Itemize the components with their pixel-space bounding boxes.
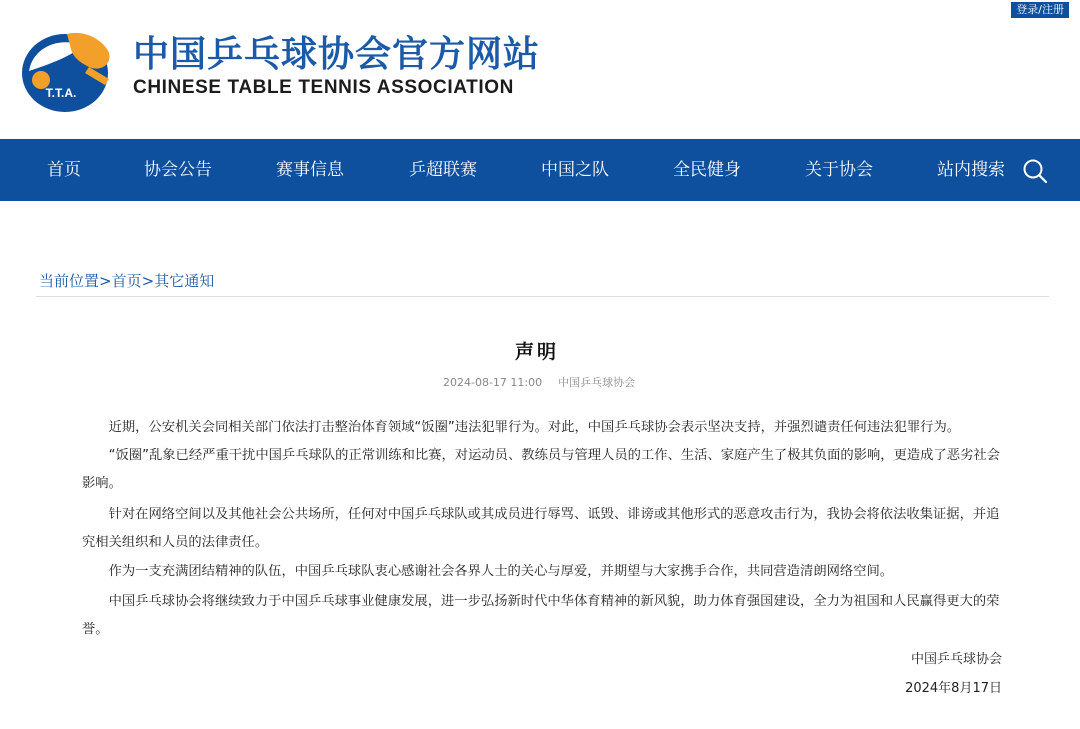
nav-item-home[interactable]: 首页: [47, 160, 81, 180]
nav-item-super-league[interactable]: 乒超联赛: [409, 160, 477, 180]
article-source: 中国乒乓球协会: [558, 376, 636, 389]
nav-item-about[interactable]: 关于协会: [805, 160, 873, 180]
article-paragraph: “饭圈”乱象已经严重干扰中国乒乓球队的正常训练和比赛，对运动员、教练员与管理人员的工作、生活、家庭产生了极其负面的影响，更造成了恶劣社会影响。: [82, 448, 1000, 491]
breadcrumb-separator: >: [141, 272, 155, 290]
breadcrumb-divider: [36, 296, 1049, 297]
article-title: 声明: [514, 341, 559, 363]
nav-item-announcements[interactable]: 协会公告: [144, 160, 212, 180]
nav-item-events[interactable]: 赛事信息: [276, 160, 344, 180]
logo-text: T.T.A.: [45, 86, 77, 100]
nav-item-national-team[interactable]: 中国之队: [541, 160, 609, 180]
article-paragraph: 中国乒乓球协会将继续致力于中国乒乓球事业健康发展，进一步弘扬新时代中华体育精神的新风貌，助力体育强国建设，全力为祖国和人民赢得更大的荣誉。: [82, 594, 1000, 637]
site-header: [0, 0, 1080, 139]
breadcrumb-label: 当前位置: [39, 272, 100, 290]
signature-organization: 中国乒乓球协会: [910, 652, 1002, 667]
breadcrumb: [39, 270, 214, 291]
site-title-english: CHINESE TABLE TENNIS ASSOCIATION: [133, 77, 514, 98]
article-meta: [443, 374, 635, 390]
nav-item-site-search[interactable]: 站内搜索: [937, 160, 1005, 180]
breadcrumb-category-link[interactable]: 其它通知: [154, 272, 215, 290]
breadcrumb-separator: >: [99, 272, 112, 290]
main-nav: [0, 139, 1080, 201]
search-icon[interactable]: [1022, 158, 1048, 184]
nav-item-fitness[interactable]: 全民健身: [673, 160, 741, 180]
login-register-link[interactable]: 登录/注册: [1011, 2, 1069, 18]
article-paragraph: 针对在网络空间以及其他社会公共场所，任何对中国乒乓球队或其成员进行辱骂、诋毁、诽谤或其他形式的恶意攻击行为，我协会将依法收集证据，并追究相关组织和人员的法律责任。: [82, 507, 1000, 550]
article-paragraph: 近期，公安机关会同相关部门依法打击整治体育领域“饭圈”违法犯罪行为。对此，中国乒乓球协会表示坚决支持，并强烈谴责任何违法犯罪行为。: [108, 420, 961, 435]
article-paragraph: 作为一支充满团结精神的队伍，中国乒乓球队衷心感谢社会各界人士的关心与厚爱，并期望与大家携手合作，共同营造清朗网络空间。: [108, 564, 894, 579]
article-date: 2024-08-17 11:00: [443, 376, 543, 389]
tta-logo-icon[interactable]: [15, 27, 117, 115]
site-title[interactable]: 中国乒乓球协会官方网站: [133, 34, 541, 75]
breadcrumb-home-link[interactable]: 首页: [111, 272, 142, 290]
signature-date: 2024年8月17日: [905, 681, 1002, 696]
